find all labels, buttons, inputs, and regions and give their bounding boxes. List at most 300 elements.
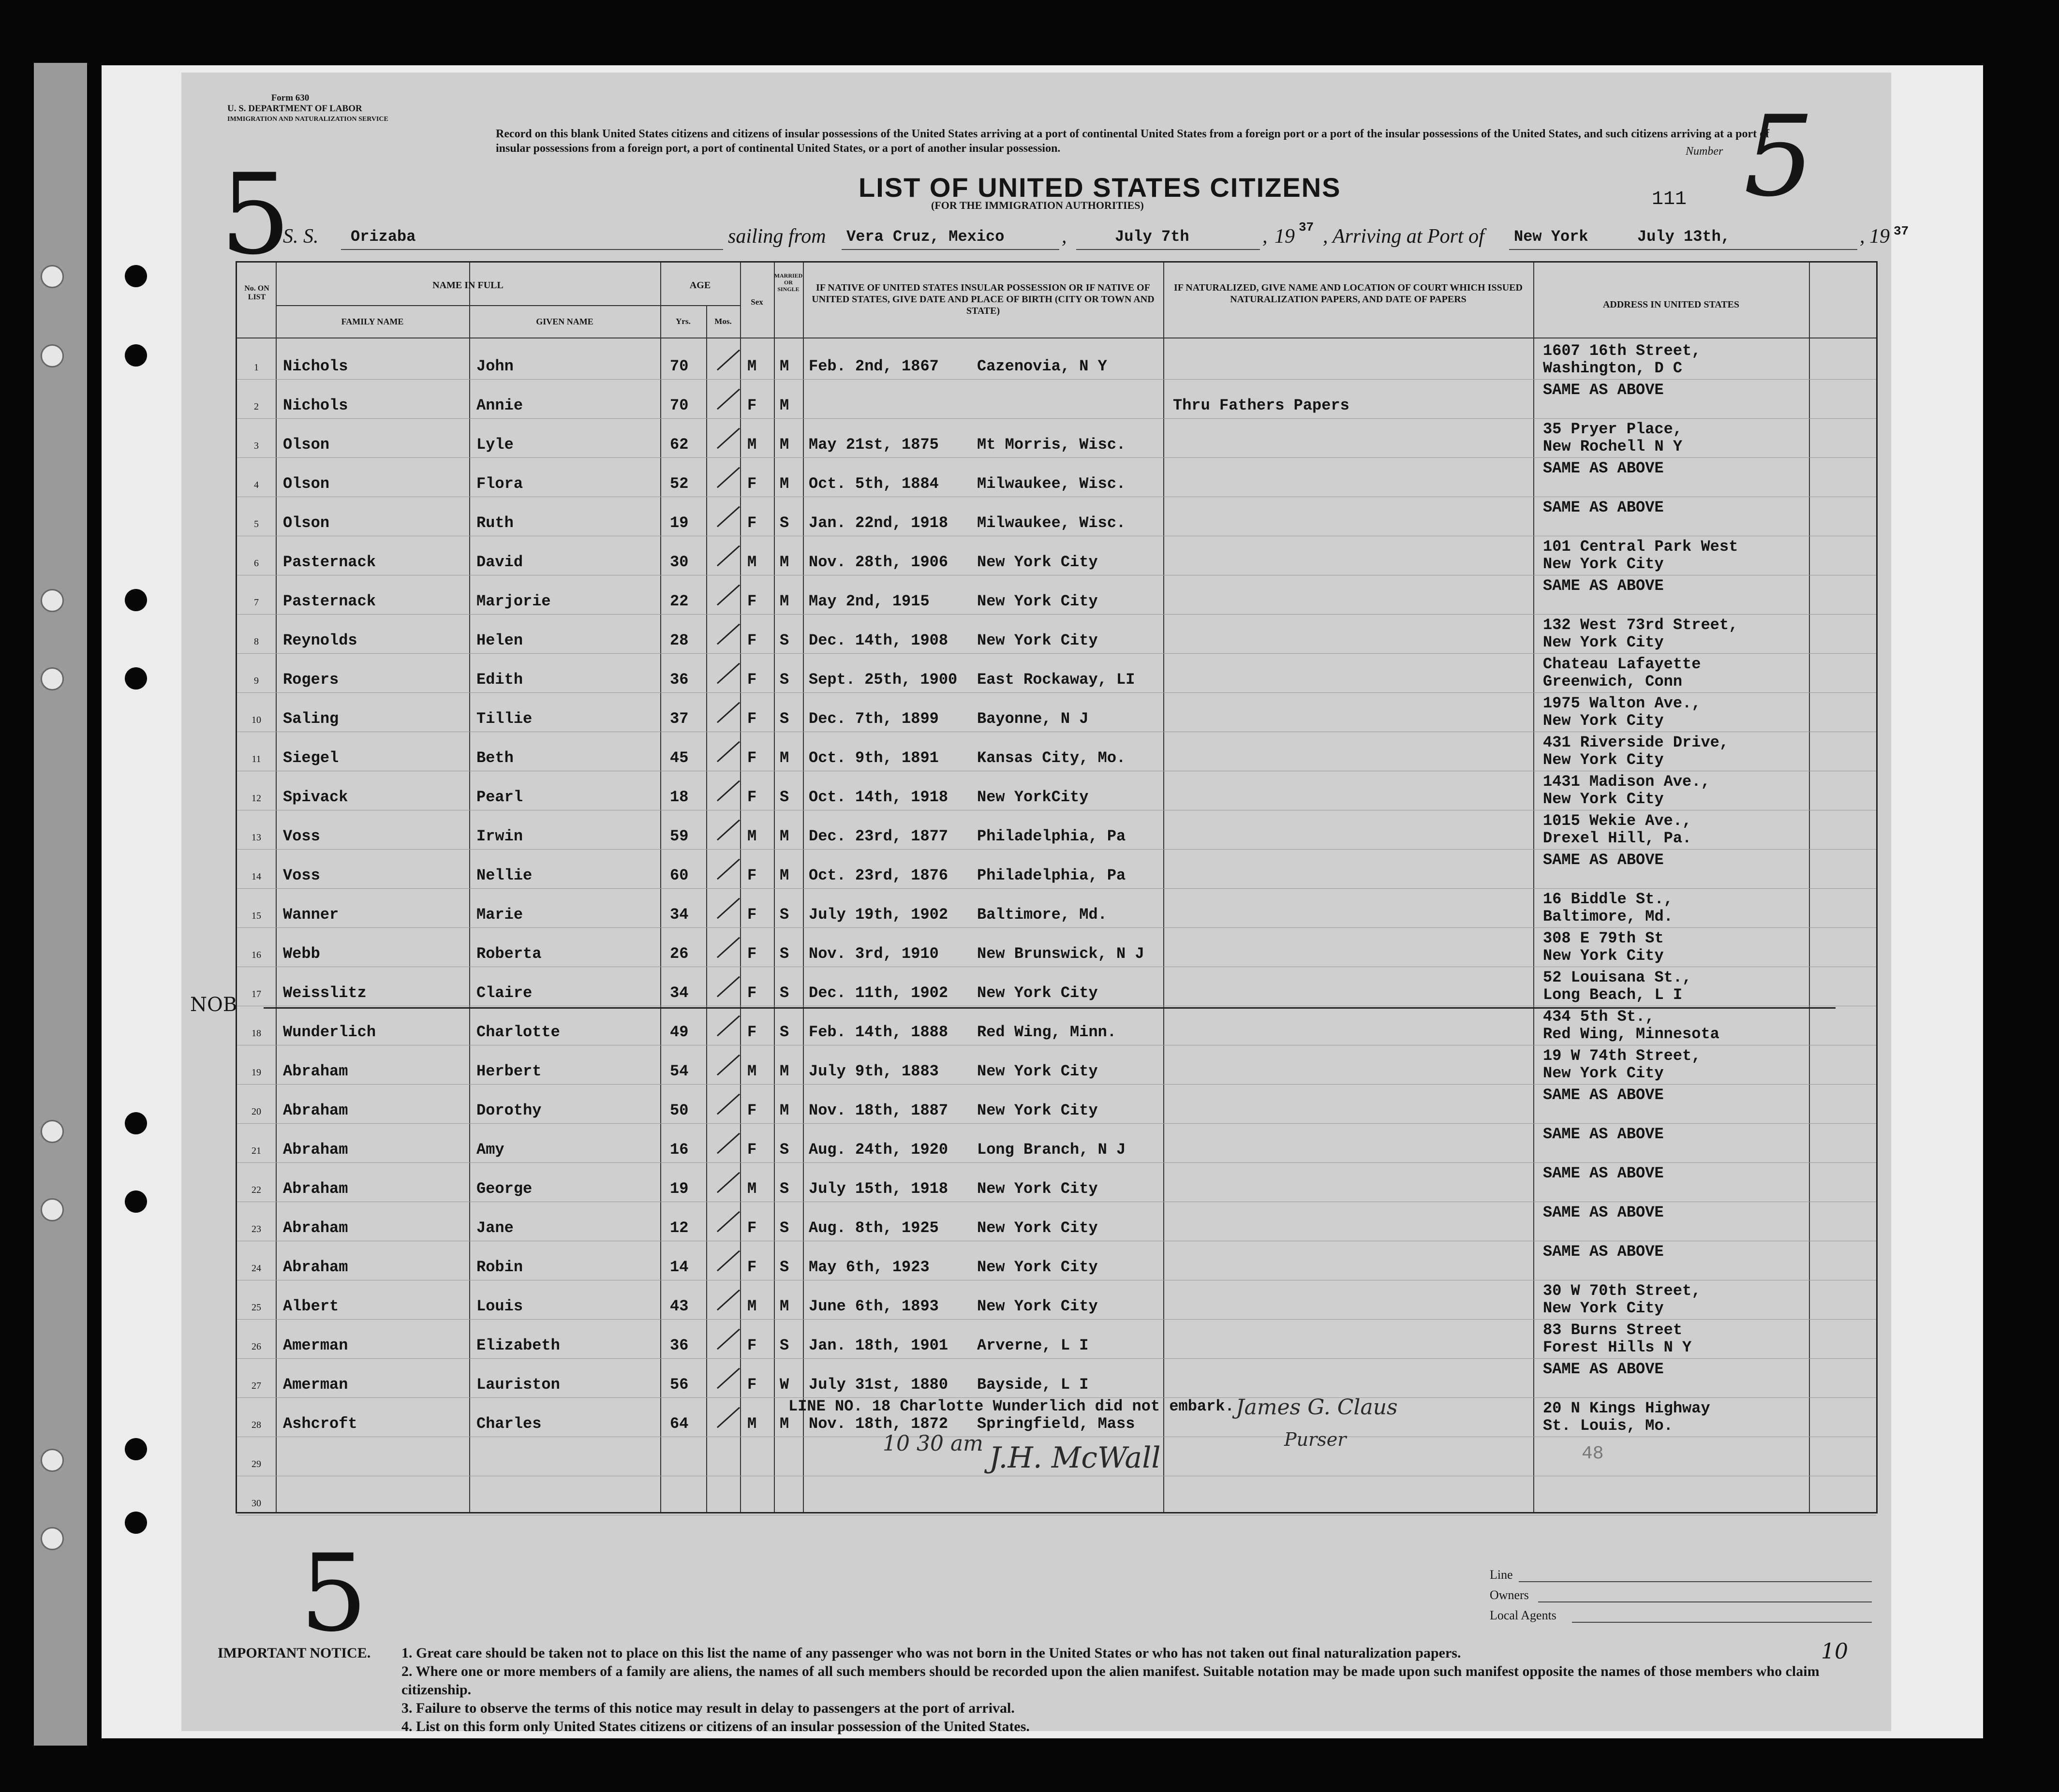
birth-date-cell: May 21st, 1875 [809, 436, 939, 454]
check-mark [717, 1407, 740, 1428]
row-number: 5 [254, 519, 259, 529]
sex-cell: F [747, 397, 757, 414]
birth-place-cell: Milwaukee, Wisc. [977, 514, 1126, 532]
family-name-cell: Ashcroft [283, 1415, 357, 1433]
address-line-2: New York City [1543, 1299, 1664, 1317]
address-line-1: 16 Biddle St., [1543, 890, 1673, 908]
address-line-1: SAME AS ABOVE [1543, 1086, 1664, 1104]
form-id-block [227, 93, 388, 125]
stamp-number: 111 [1652, 189, 1687, 210]
check-mark [717, 976, 740, 998]
birth-date-cell: Nov. 28th, 1906 [809, 553, 948, 571]
row-number: 25 [252, 1302, 261, 1313]
marital-status-cell: S [780, 1180, 789, 1198]
address-line-2: Greenwich, Conn [1543, 673, 1683, 690]
birth-place-cell: New YorkCity [977, 788, 1089, 806]
address-line-2: New York City [1543, 751, 1664, 769]
family-name-cell: Siegel [283, 749, 339, 767]
birth-place-cell: Arverne, L I [977, 1337, 1089, 1354]
row-number: 29 [252, 1459, 261, 1469]
family-name-cell: Webb [283, 945, 320, 963]
birth-place-cell: Baltimore, Md. [977, 906, 1107, 924]
given-name-cell: Lyle [476, 436, 514, 454]
marital-status-cell: M [780, 1102, 789, 1119]
family-name-cell: Abraham [283, 1258, 348, 1276]
birth-date-cell: Nov. 3rd, 1910 [809, 945, 939, 963]
check-mark [717, 389, 740, 410]
purser-title: Purser [1284, 1429, 1347, 1450]
birth-date-cell: Dec. 23rd, 1877 [809, 827, 948, 845]
age-cell: 26 [670, 945, 689, 963]
row-number: 20 [252, 1106, 261, 1117]
row-number: 28 [252, 1420, 261, 1430]
age-cell: 52 [670, 475, 689, 493]
family-name-cell: Abraham [283, 1062, 348, 1080]
marital-status-cell: S [780, 1258, 789, 1276]
table-row [237, 771, 1876, 810]
birth-place-cell: New York City [977, 1297, 1098, 1315]
table-row [237, 536, 1876, 575]
given-name-cell: Dorothy [476, 1102, 542, 1119]
birth-date-cell: Feb. 14th, 1888 [809, 1023, 948, 1041]
birth-date-cell: July 31st, 1880 [809, 1376, 948, 1394]
marital-status-cell: M [780, 436, 789, 454]
sex-cell: M [747, 827, 757, 845]
list-number-mark: 5 [220, 150, 291, 279]
address-line-1: 20 N Kings Highway [1543, 1399, 1710, 1417]
age-cell: 36 [670, 671, 689, 689]
birth-date-cell: June 6th, 1893 [809, 1297, 939, 1315]
header-given-name: GIVEN NAME [536, 317, 593, 326]
check-mark [717, 1290, 740, 1311]
table-row [237, 1123, 1876, 1162]
given-name-cell: Herbert [476, 1062, 542, 1080]
binder-hole [41, 1449, 64, 1472]
check-mark [717, 1133, 740, 1154]
row-number: 21 [252, 1146, 261, 1156]
arrival-year-prefix: 19 [1869, 225, 1890, 248]
address-line-2: Long Beach, L I [1543, 986, 1683, 1004]
table-row [237, 340, 1876, 379]
address-line-2: Baltimore, Md. [1543, 908, 1673, 925]
birth-date-cell: Aug. 8th, 1925 [809, 1219, 939, 1237]
address-line-1: SAME AS ABOVE [1543, 1164, 1664, 1182]
birth-date-cell: Sept. 25th, 1900 [809, 671, 958, 689]
family-name-cell: Voss [283, 867, 320, 884]
check-mark [717, 624, 740, 645]
age-cell: 19 [670, 1180, 689, 1198]
age-cell: 16 [670, 1141, 689, 1159]
given-name-cell: Ruth [476, 514, 514, 532]
table-row [237, 1162, 1876, 1202]
address-line-2: New York City [1543, 1064, 1664, 1082]
check-mark [717, 898, 740, 919]
sex-cell: F [747, 1337, 757, 1354]
birth-place-cell: Philadelphia, Pa [977, 827, 1126, 845]
line-field-label: Line [1490, 1568, 1513, 1582]
table-row [237, 1476, 1876, 1515]
binder-hole [125, 1438, 147, 1460]
marital-status-cell: S [780, 1337, 789, 1354]
notice-item-3: 3. Failure to observe the terms of this notice may result in delay to passengers at the port of arrival. [401, 1700, 1015, 1716]
family-name-cell: Wanner [283, 906, 339, 924]
table-row [237, 497, 1876, 536]
given-name-cell: Roberta [476, 945, 542, 963]
marital-status-cell: W [780, 1376, 789, 1394]
form-number: Form 630 [271, 93, 310, 103]
check-mark [717, 741, 740, 763]
table-row [237, 418, 1876, 457]
row-number: 4 [254, 480, 259, 490]
sex-cell: F [747, 788, 757, 806]
birth-date-cell: May 6th, 1923 [809, 1258, 930, 1276]
row-number: 16 [252, 950, 261, 960]
marital-status-cell: S [780, 514, 789, 532]
arriving-label: Arriving at Port of [1333, 225, 1484, 248]
family-name-cell: Saling [283, 710, 339, 728]
sex-cell: F [747, 749, 757, 767]
age-cell: 34 [670, 984, 689, 1002]
row-number: 8 [254, 636, 259, 647]
age-cell: 18 [670, 788, 689, 806]
family-name-cell: Olson [283, 514, 330, 532]
birth-date-cell: May 2nd, 1915 [809, 592, 930, 610]
marital-status-cell: M [780, 749, 789, 767]
arrival-date: July 13th, [1637, 228, 1731, 246]
age-cell: 56 [670, 1376, 689, 1394]
birth-date-cell: Dec. 11th, 1902 [809, 984, 948, 1002]
row-number: 6 [254, 558, 259, 569]
ship-name: Orizaba [351, 228, 416, 246]
binder-hole [125, 1190, 147, 1213]
table-row [237, 1045, 1876, 1084]
notice-item-4: 4. List on this form only United States citizens or citizens of an insular possession of the United States. [401, 1719, 1030, 1734]
birth-place-cell: New York City [977, 1180, 1098, 1198]
row-number: 27 [252, 1381, 261, 1391]
row-number: 24 [252, 1263, 261, 1274]
address-line-1: 1015 Wekie Ave., [1543, 812, 1692, 830]
given-name-cell: Elizabeth [476, 1337, 560, 1354]
address-line-2: New Rochell N Y [1543, 438, 1683, 455]
birth-place-cell: New York City [977, 984, 1098, 1002]
sex-cell: M [747, 357, 757, 375]
marital-status-cell: M [780, 827, 789, 845]
voyage-line: S. S. Orizaba sailing from Vera Cruz, Mexico , July 7th , 19 37 , Arriving at Port of New York July 13th, , 19 37 [278, 220, 1884, 254]
row-number: 22 [252, 1185, 261, 1195]
age-cell: 64 [670, 1415, 689, 1433]
age-cell: 49 [670, 1023, 689, 1041]
given-name-cell: Tillie [476, 710, 533, 728]
marital-status-cell: M [780, 357, 789, 375]
check-mark [717, 820, 740, 841]
check-mark [717, 506, 740, 528]
address-line-2: New York City [1543, 633, 1664, 651]
age-cell: 43 [670, 1297, 689, 1315]
marital-status-cell: S [780, 671, 789, 689]
marital-status-cell: S [780, 945, 789, 963]
birth-place-cell: Milwaukee, Wisc. [977, 475, 1126, 493]
table-row [237, 810, 1876, 849]
address-line-1: 19 W 74th Street, [1543, 1047, 1701, 1065]
binder-hole [41, 589, 64, 612]
check-mark [717, 585, 740, 606]
check-mark [717, 545, 740, 567]
birth-date-cell: Jan. 22nd, 1918 [809, 514, 948, 532]
row-number: 9 [254, 676, 259, 686]
family-name-cell: Voss [283, 827, 320, 845]
check-mark [717, 1055, 740, 1076]
binder-hole [41, 1527, 64, 1550]
marital-status-cell: S [780, 1219, 789, 1237]
sex-cell: F [747, 1219, 757, 1237]
address-line-1: 1431 Madison Ave., [1543, 773, 1710, 791]
table-row [237, 1241, 1876, 1280]
binder-hole [125, 667, 147, 690]
birth-place-cell: Cazenovia, N Y [977, 357, 1107, 375]
family-name-cell: Albert [283, 1297, 339, 1315]
birth-date-cell: July 19th, 1902 [809, 906, 948, 924]
address-line-2: Forest Hills N Y [1543, 1338, 1692, 1356]
agents-field-label: Local Agents [1490, 1608, 1556, 1622]
address-line-1: 101 Central Park West [1543, 538, 1738, 556]
birth-place-cell: New York City [977, 632, 1098, 649]
birth-date-cell: Aug. 24th, 1920 [809, 1141, 948, 1159]
age-cell: 36 [670, 1337, 689, 1354]
address-line-2: New York City [1543, 947, 1664, 965]
sex-cell: F [747, 906, 757, 924]
address-line-1: Chateau Lafayette [1543, 655, 1701, 673]
sex-cell: F [747, 1102, 757, 1119]
check-mark [717, 467, 740, 488]
birth-place-cell: Long Branch, N J [977, 1141, 1126, 1159]
table-row [237, 849, 1876, 888]
family-name-cell: Olson [283, 436, 330, 454]
record-instructions: Record on this blank United States citizens and citizens of insular possessions of the United States arriving at a port of continental United States from a foreign port or a port of the insular possessions of the United States, and such citizens arriving at a port of insular possessions from a foreign port, a port of continental United States, or a port of another insular possession. [496, 128, 1770, 155]
given-name-cell: Annie [476, 397, 523, 414]
marital-status-cell: M [780, 1415, 789, 1433]
sex-cell: F [747, 1141, 757, 1159]
check-mark [717, 780, 740, 802]
family-name-cell: Nichols [283, 357, 348, 375]
signature-wall: J.H. McWall [989, 1441, 1161, 1475]
birth-place-cell: Bayside, L I [977, 1376, 1089, 1394]
binder-hole [41, 265, 64, 288]
page-title: LIST OF UNITED STATES CITIZENS [859, 172, 1341, 203]
age-cell: 22 [670, 592, 689, 610]
sex-cell: M [747, 436, 757, 454]
sailing-port: Vera Cruz, Mexico [846, 228, 1005, 246]
row-number: 13 [252, 832, 261, 843]
birth-place-cell: New York City [977, 553, 1098, 571]
given-name-cell: Jane [476, 1219, 514, 1237]
age-cell: 45 [670, 749, 689, 767]
given-name-cell: Marie [476, 906, 523, 924]
notice-item-2: 2. Where one or more members of a family are aliens, the names of all such members should be recorded upon the alien manifest. Suitable notation may be made upon such manifest opposite the names of those members who claim citizenship. [401, 1663, 1820, 1698]
binder-hole [41, 667, 64, 690]
check-mark [717, 663, 740, 684]
age-cell: 30 [670, 553, 689, 571]
given-name-cell: Robin [476, 1258, 523, 1276]
ss-label: S. S. [283, 225, 319, 248]
sex-cell: M [747, 1415, 757, 1433]
birth-place-cell: Mt Morris, Wisc. [977, 436, 1126, 454]
age-cell: 14 [670, 1258, 689, 1276]
table-row [237, 1280, 1876, 1319]
sex-cell: F [747, 710, 757, 728]
signature-purser: James G. Claus [1236, 1395, 1398, 1420]
table-row [237, 1202, 1876, 1241]
family-name-cell: Abraham [283, 1141, 348, 1159]
address-line-1: SAME AS ABOVE [1543, 499, 1664, 516]
row-number: 3 [254, 441, 259, 451]
marital-status-cell: S [780, 632, 789, 649]
age-cell: 54 [670, 1062, 689, 1080]
header-no: No. ON LIST [244, 284, 269, 301]
marital-status-cell: S [780, 788, 789, 806]
address-line-2: New York City [1543, 790, 1664, 808]
birth-place-cell: New York City [977, 1102, 1098, 1119]
address-line-2: Red Wing, Minnesota [1543, 1025, 1719, 1043]
row-number: 19 [252, 1067, 261, 1078]
marital-status-cell: M [780, 397, 789, 414]
birth-place-cell: New York City [977, 1258, 1098, 1276]
marital-status-cell: S [780, 984, 789, 1002]
owners-field-label: Owners [1490, 1588, 1529, 1602]
family-name-cell: Weisslitz [283, 984, 367, 1002]
binder-strip [34, 63, 87, 1746]
binder-hole [41, 1198, 64, 1221]
address-line-2: Drexel Hill, Pa. [1543, 829, 1692, 847]
family-name-cell: Reynolds [283, 632, 357, 649]
birth-date-cell: Oct. 23rd, 1876 [809, 867, 948, 884]
given-name-cell: Irwin [476, 827, 523, 845]
sex-cell: M [747, 1297, 757, 1315]
binder-hole [125, 1112, 147, 1134]
service-name: IMMIGRATION AND NATURALIZATION SERVICE [227, 116, 388, 123]
age-cell: 50 [670, 1102, 689, 1119]
table-row [237, 692, 1876, 732]
address-line-2: Washington, D C [1543, 359, 1683, 377]
check-mark [717, 1250, 740, 1272]
notice-title: IMPORTANT NOTICE. [218, 1645, 371, 1661]
row-number: 18 [252, 1028, 261, 1039]
table-row [237, 927, 1876, 967]
check-mark [717, 1094, 740, 1115]
birth-place-cell: Red Wing, Minn. [977, 1023, 1117, 1041]
citizen-list-form [181, 73, 1909, 1734]
arrival-port: New York [1514, 228, 1588, 246]
header-family-name: FAMILY NAME [341, 317, 404, 326]
birth-place-cell: New York City [977, 1062, 1098, 1080]
marital-status-cell: S [780, 906, 789, 924]
family-name-cell: Pasternack [283, 592, 376, 610]
address-line-1: 83 Burns Street [1543, 1321, 1683, 1339]
row-number: 26 [252, 1341, 261, 1352]
birth-date-cell: Oct. 14th, 1918 [809, 788, 948, 806]
sex-cell: F [747, 984, 757, 1002]
given-name-cell: Lauriston [476, 1376, 560, 1394]
table-row [237, 457, 1876, 497]
table-row [237, 1319, 1876, 1358]
header-yrs: Yrs. [676, 317, 691, 326]
row-number: 14 [252, 871, 261, 882]
row-number: 11 [252, 754, 261, 764]
footer-number-mark: 5 [300, 1531, 368, 1655]
given-name-cell: John [476, 357, 514, 375]
sailing-date: July 7th [1115, 228, 1189, 246]
address-line-1: SAME AS ABOVE [1543, 1243, 1664, 1261]
marital-status-cell: M [780, 867, 789, 884]
address-line-1: SAME AS ABOVE [1543, 381, 1664, 399]
marital-status-cell: M [780, 475, 789, 493]
row-number: 2 [254, 401, 259, 412]
sex-cell: F [747, 867, 757, 884]
family-name-cell: Wunderlich [283, 1023, 376, 1041]
row-number: 15 [252, 911, 261, 921]
address-line-1: 431 Riverside Drive, [1543, 734, 1729, 751]
age-cell: 62 [670, 436, 689, 454]
binder-hole [41, 1120, 64, 1143]
given-name-cell: Flora [476, 475, 523, 493]
row-number: 7 [254, 597, 259, 608]
sex-cell: F [747, 1258, 757, 1276]
row-number: 23 [252, 1224, 261, 1234]
address-line-1: SAME AS ABOVE [1543, 851, 1664, 869]
sex-cell: F [747, 671, 757, 689]
binder-hole [125, 265, 147, 287]
address-line-1: SAME AS ABOVE [1543, 1360, 1664, 1378]
birth-place-cell: Springfield, Mass [977, 1415, 1135, 1433]
row-number: 30 [252, 1498, 261, 1509]
address-line-1: 1607 16th Street, [1543, 342, 1701, 360]
age-cell: 12 [670, 1219, 689, 1237]
family-name-cell: Olson [283, 475, 330, 493]
table-row [237, 1358, 1876, 1397]
address-line-2: New York City [1543, 712, 1664, 730]
sex-cell: F [747, 475, 757, 493]
family-name-cell: Nichols [283, 397, 348, 414]
address-line-1: 35 Pryer Place, [1543, 420, 1683, 438]
given-name-cell: Charlotte [476, 1023, 560, 1041]
passenger-table [236, 261, 1878, 1513]
birth-date-cell: Nov. 18th, 1887 [809, 1102, 948, 1119]
marital-status-cell: M [780, 553, 789, 571]
time-note: 10 30 am [883, 1431, 983, 1456]
department-name: U. S. DEPARTMENT OF LABOR [227, 103, 362, 114]
check-mark [717, 428, 740, 449]
row-number: 17 [252, 989, 261, 999]
family-name-cell: Rogers [283, 671, 339, 689]
birth-date-cell: July 15th, 1918 [809, 1180, 948, 1198]
family-name-cell: Spivack [283, 788, 348, 806]
page-subtitle: (FOR THE IMMIGRATION AUTHORITIES) [931, 199, 1144, 211]
given-name-cell: Charles [476, 1415, 542, 1433]
address-line-1: SAME AS ABOVE [1543, 577, 1664, 595]
age-cell: 34 [670, 906, 689, 924]
check-mark [717, 1329, 740, 1350]
birth-date-cell: Dec. 7th, 1899 [809, 710, 939, 728]
marital-status-cell: S [780, 710, 789, 728]
birth-date-cell: Oct. 9th, 1891 [809, 749, 939, 767]
given-name-cell: Marjorie [476, 592, 551, 610]
table-row [237, 1006, 1876, 1045]
check-mark [717, 1015, 740, 1037]
check-mark [717, 937, 740, 958]
birth-date-cell: Nov. 18th, 1872 [809, 1415, 948, 1433]
age-cell: 19 [670, 514, 689, 532]
margin-note: NOB [190, 994, 237, 1016]
birth-place-cell: Bayonne, N J [977, 710, 1089, 728]
